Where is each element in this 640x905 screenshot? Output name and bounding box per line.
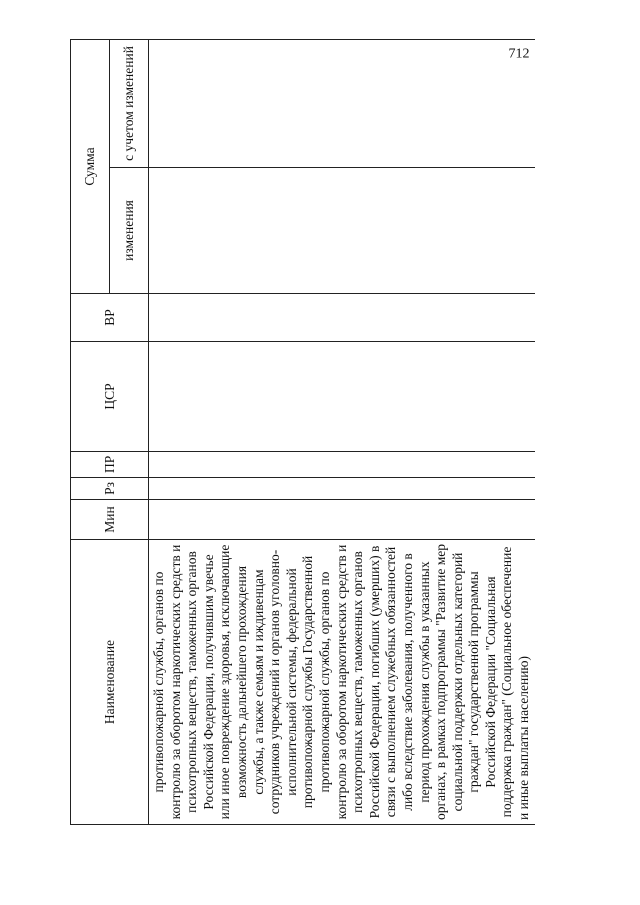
row-changes: [149, 168, 535, 294]
row-pr: [149, 452, 535, 478]
header-pr: ПР: [71, 452, 149, 478]
table-row: [149, 39, 535, 824]
header-name: Наименование: [71, 540, 149, 825]
row-vr: [149, 294, 535, 342]
header-with-changes: с учетом изменений: [110, 39, 149, 167]
rotated-page: [70, 40, 580, 825]
row-csr: [149, 342, 535, 452]
header-sum: Сумма: [71, 39, 110, 293]
row-name: противопожарной службы, органов по контролю за оборотом наркотических средств и психотропных веществ, таможенных органов Российской Федерации, получившим увечье или иное повреждение здоровья, исключающие возможность дальнейшего прохождения службы, а также семьям и иждивенцам сотрудников учреждений и органов уголовно-исполнительной системы, федеральной противопожарной службы Государственной противопожарной службы, органов по контролю за оборотом наркотических средств и психотропных веществ, таможенных органов Российской Федерации, погибших (умерших) в связи с выполнением служебных обязанностей либо вследствие заболевания, полученного в период прохождения службы в указанных органах, в рамках подпрограммы "Развитие мер социальной поддержки отдельных категорий граждан" государственной программы Российской Федерации "Социальная поддержка граждан" (Социальное обеспечение и иные выплаты населению): [149, 540, 535, 825]
row-with-changes: [149, 39, 535, 167]
budget-table: [70, 39, 535, 825]
header-vr: ВР: [71, 294, 149, 342]
header-changes: изменения: [110, 168, 149, 294]
header-rz: Рз: [71, 478, 149, 500]
header-csr: ЦСР: [71, 342, 149, 452]
row-rz: [149, 478, 535, 500]
header-min: Мин: [71, 500, 149, 540]
page-number: 712: [508, 46, 530, 62]
row-min: [149, 500, 535, 540]
